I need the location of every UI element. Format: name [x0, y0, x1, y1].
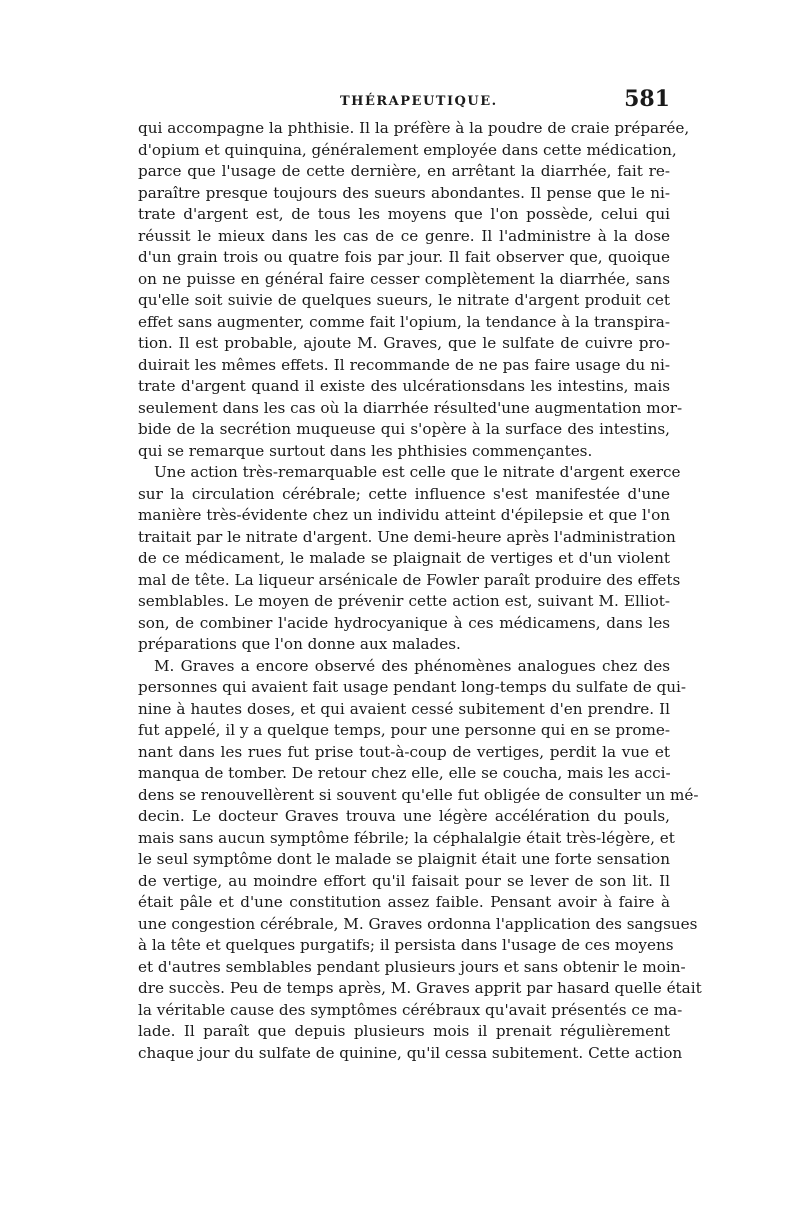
text-line: effet sans augmenter, comme fait l'opium, la tendance à la transpira-: [138, 312, 670, 331]
text-line: de vertige, au moindre effort qu'il faisait pour se lever de son lit. Il: [138, 871, 670, 890]
running-title: THÉRAPEUTIQUE.: [340, 94, 498, 109]
text-line: d'opium et quinquina, généralement employée dans cette médication,: [138, 140, 677, 159]
text-line: nine à hautes doses, et qui avaient cessé subitement d'en prendre. Il: [138, 699, 670, 718]
text-line: son, de combiner l'acide hydrocyanique à ces médicamens, dans les: [138, 613, 670, 632]
text-line: duirait les mêmes effets. Il recommande de ne pas faire usage du ni-: [138, 355, 670, 374]
page-header: [130, 86, 670, 116]
text-line: dre succès. Peu de temps après, M. Graves apprit par hasard quelle était: [138, 979, 702, 997]
text-line: mais sans aucun symptôme fébrile; la céphalalgie était très-légère, et: [138, 828, 675, 847]
text-line: chaque jour du sulfate de quinine, qu'il cessa subitement. Cette action: [138, 1043, 683, 1062]
text-line: parce que l'usage de cette dernière, en arrêtant la diarrhée, fait re-: [138, 162, 670, 180]
paragraph: [138, 462, 681, 656]
page-number: 581: [624, 86, 670, 112]
text-line: à la tête et quelques purgatifs; il persista dans l'usage de ces moyens: [138, 936, 674, 954]
text-line: sur la circulation cérébrale; cette influence s'est manifestée d'une: [138, 484, 670, 503]
text-line: et d'autres semblables pendant plusieurs jours et sans obtenir le moin-: [138, 957, 686, 976]
text-line: M. Graves a encore observé des phénomènes analogues chez des: [154, 656, 670, 675]
text-line: qui se remarque surtout dans les phthisies commençantes.: [138, 441, 593, 460]
text-line: le seul symptôme dont le malade se plaignit était une forte sensation: [138, 850, 670, 868]
text-line: fut appelé, il y a quelque temps, pour une personne qui en se prome-: [138, 721, 670, 739]
text-line: trate d'argent est, de tous les moyens que l'on possède, celui qui: [138, 205, 670, 223]
paragraph: [138, 118, 690, 462]
paragraph: [138, 656, 702, 1065]
text-line: était pâle et d'une constitution assez faible. Pensant avoir à faire à: [138, 893, 670, 911]
text-line: réussit le mieux dans les cas de ce genre. Il l'administre à la dose: [138, 226, 670, 245]
text-line: une congestion cérébrale, M. Graves ordonna l'application des sangsues: [138, 914, 698, 933]
text-line: traitait par le nitrate d'argent. Une demi-heure après l'administration: [138, 527, 676, 546]
text-line: préparations que l'on donne aux malades.: [138, 635, 461, 653]
body-text: [138, 118, 702, 1064]
text-line: paraître presque toujours des sueurs abondantes. Il pense que le ni-: [138, 183, 670, 202]
text-line: mal de tête. La liqueur arsénicale de Fowler paraît produire des effets: [138, 570, 681, 589]
text-line: qu'elle soit suivie de quelques sueurs, le nitrate d'argent produit cet: [138, 291, 670, 309]
text-line: manqua de tomber. De retour chez elle, elle se coucha, mais les acci-: [138, 764, 671, 782]
text-line: Une action très-remarquable est celle que le nitrate d'argent exerce: [154, 463, 681, 481]
text-line: semblables. Le moyen de prévenir cette action est, suivant M. Elliot-: [138, 592, 670, 610]
text-line: nant dans les rues fut prise tout-à-coup de vertiges, perdit la vue et: [138, 742, 670, 761]
text-line: dens se renouvellèrent si souvent qu'elle fut obligée de consulter un mé-: [138, 785, 699, 804]
text-line: qui accompagne la phthisie. Il la préfère à la poudre de craie préparée,: [138, 119, 690, 137]
text-line: la véritable cause des symptômes cérébraux qu'avait présentés ce ma-: [138, 1000, 683, 1019]
text-line: seulement dans les cas où la diarrhée résulted'une augmentation mor-: [138, 398, 683, 417]
text-line: tion. Il est probable, ajoute M. Graves, que le sulfate de cuivre pro-: [138, 334, 670, 352]
text-line: decin. Le docteur Graves trouva une légère accélération du pouls,: [138, 807, 670, 825]
text-line: bide de la secrétion muqueuse qui s'opère à la surface des intestins,: [138, 420, 670, 438]
text-line: d'un grain trois ou quatre fois par jour. Il fait observer que, quoique: [138, 248, 670, 266]
text-line: manière très-évidente chez un individu atteint d'épilepsie et que l'on: [138, 506, 670, 524]
text-line: lade. Il paraît que depuis plusieurs mois il prenait régulièrement: [138, 1022, 670, 1040]
text-line: on ne puisse en général faire cesser complètement la diarrhée, sans: [138, 269, 670, 288]
text-line: trate d'argent quand il existe des ulcérationsdans les intestins, mais: [138, 377, 670, 395]
text-line: de ce médicament, le malade se plaignait de vertiges et d'un violent: [138, 549, 670, 567]
text-line: personnes qui avaient fait usage pendant long-temps du sulfate de qui-: [138, 678, 686, 696]
